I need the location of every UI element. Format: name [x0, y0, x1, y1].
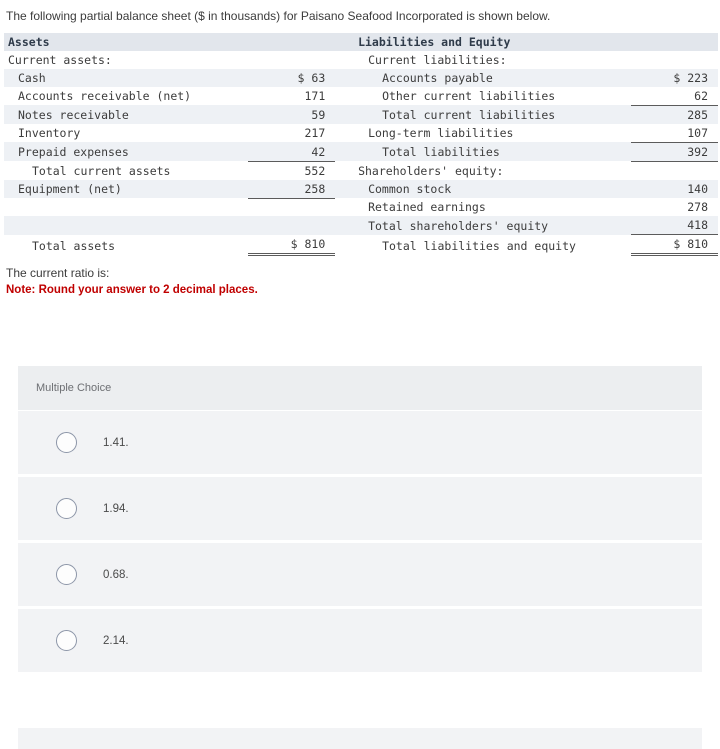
radio-button-icon[interactable] — [56, 498, 77, 519]
choice-option-2[interactable] — [18, 477, 702, 543]
row-label-right: Total liabilities — [354, 142, 631, 161]
spacer-cell — [335, 105, 354, 124]
choice-option-1[interactable] — [18, 411, 702, 477]
row-label-right: Shareholders' equity: — [358, 163, 504, 178]
choice-option-3[interactable] — [18, 543, 702, 609]
row-label-left — [4, 216, 248, 235]
spacer-cell — [335, 180, 354, 199]
radio-button-icon[interactable] — [56, 630, 77, 651]
assets-header-value — [248, 33, 335, 51]
row-value-left — [248, 51, 335, 69]
radio-button-icon[interactable] — [56, 432, 77, 453]
spacer-cell — [335, 161, 354, 180]
row-value-left: 42 — [248, 142, 335, 161]
row-label-right: Total current liabilities — [354, 105, 631, 124]
choice-option-4[interactable] — [18, 609, 702, 675]
row-label-left: Cash — [4, 69, 248, 87]
spacer-cell — [335, 87, 354, 106]
question-prompt: The current ratio is: — [6, 266, 110, 281]
total-liabilities-equity-label: Total liabilities and equity — [382, 238, 576, 253]
row-value-left: 217 — [304, 126, 326, 141]
row-label-left — [4, 198, 248, 216]
total-assets-value: $ 810 — [248, 235, 335, 255]
liabilities-equity-header: Liabilities and Equity — [354, 33, 631, 51]
table-row — [4, 69, 718, 87]
assets-header: Assets — [4, 33, 248, 51]
row-label-left: Notes receivable — [4, 105, 248, 124]
row-label-left: Total current assets — [32, 163, 171, 178]
spacer-cell — [335, 124, 354, 143]
row-value-left: $ 63 — [248, 69, 335, 87]
choice-label: 1.41. — [103, 436, 129, 449]
spacer-cell — [335, 142, 354, 161]
choice-label: 0.68. — [103, 568, 129, 581]
table-row — [4, 198, 718, 216]
row-value-left — [248, 198, 335, 216]
row-value-right — [631, 51, 718, 69]
row-label-right: Accounts payable — [354, 69, 631, 87]
multiple-choice-panel — [18, 366, 702, 675]
row-label-right: Other current liabilities — [382, 89, 556, 104]
row-value-right: 140 — [631, 180, 718, 199]
table-row — [4, 180, 718, 199]
row-label-right: Retained earnings — [368, 200, 486, 215]
row-value-right: $ 223 — [631, 69, 718, 87]
choice-label: 1.94. — [103, 502, 129, 515]
spacer-cell — [335, 235, 354, 255]
row-label-left: Inventory — [18, 126, 81, 141]
row-value-left: 258 — [248, 180, 335, 199]
radio-button-icon[interactable] — [56, 564, 77, 585]
spacer-cell — [335, 216, 354, 235]
balance-sheet-table — [4, 33, 718, 257]
total-liabilities-equity-value: $ 810 — [631, 235, 718, 255]
table-row — [4, 105, 718, 124]
row-label-right: Common stock — [354, 180, 631, 199]
table-row-total — [4, 235, 718, 255]
row-value-left: 59 — [248, 105, 335, 124]
table-row — [4, 216, 718, 235]
row-value-left: 552 — [304, 163, 326, 178]
row-value-right: 418 — [631, 216, 718, 235]
row-value-right: 62 — [631, 87, 718, 106]
intro-text: The following partial balance sheet ($ in thousands) for Paisano Seafood Incorporated is shown below. — [6, 9, 551, 23]
row-value-left: 171 — [304, 89, 326, 104]
row-label-left: Accounts receivable (net) — [18, 89, 192, 104]
rounding-note: Note: Round your answer to 2 decimal places. — [6, 284, 258, 297]
spacer-cell — [335, 33, 354, 51]
table-row — [4, 51, 718, 69]
panel-bottom-strip — [18, 728, 702, 749]
total-assets-label: Total assets — [32, 238, 116, 253]
row-value-right: 285 — [631, 105, 718, 124]
table-row — [4, 142, 718, 161]
spacer-cell — [335, 198, 354, 216]
choice-label: 2.14. — [103, 634, 129, 647]
row-label-right: Total shareholders' equity — [354, 216, 631, 235]
row-label-right: Long-term liabilities — [368, 126, 514, 141]
table-row — [4, 87, 718, 106]
row-value-right: 107 — [631, 124, 718, 143]
row-label-left: Equipment (net) — [4, 180, 248, 199]
row-value-left — [248, 216, 335, 235]
row-value-right: 278 — [687, 200, 708, 215]
row-label-right: Current liabilities: — [368, 52, 507, 67]
row-value-right: 392 — [631, 142, 718, 161]
table-row — [4, 124, 718, 143]
table-row — [4, 161, 718, 180]
spacer-cell — [335, 69, 354, 87]
spacer-cell — [335, 51, 354, 69]
row-label-left: Current assets: — [8, 52, 112, 67]
table-header-row — [4, 33, 718, 51]
multiple-choice-header: Multiple Choice — [18, 366, 702, 411]
row-label-left: Prepaid expenses — [4, 142, 248, 161]
row-value-right — [631, 161, 718, 180]
liabilities-equity-header-value — [631, 33, 718, 51]
